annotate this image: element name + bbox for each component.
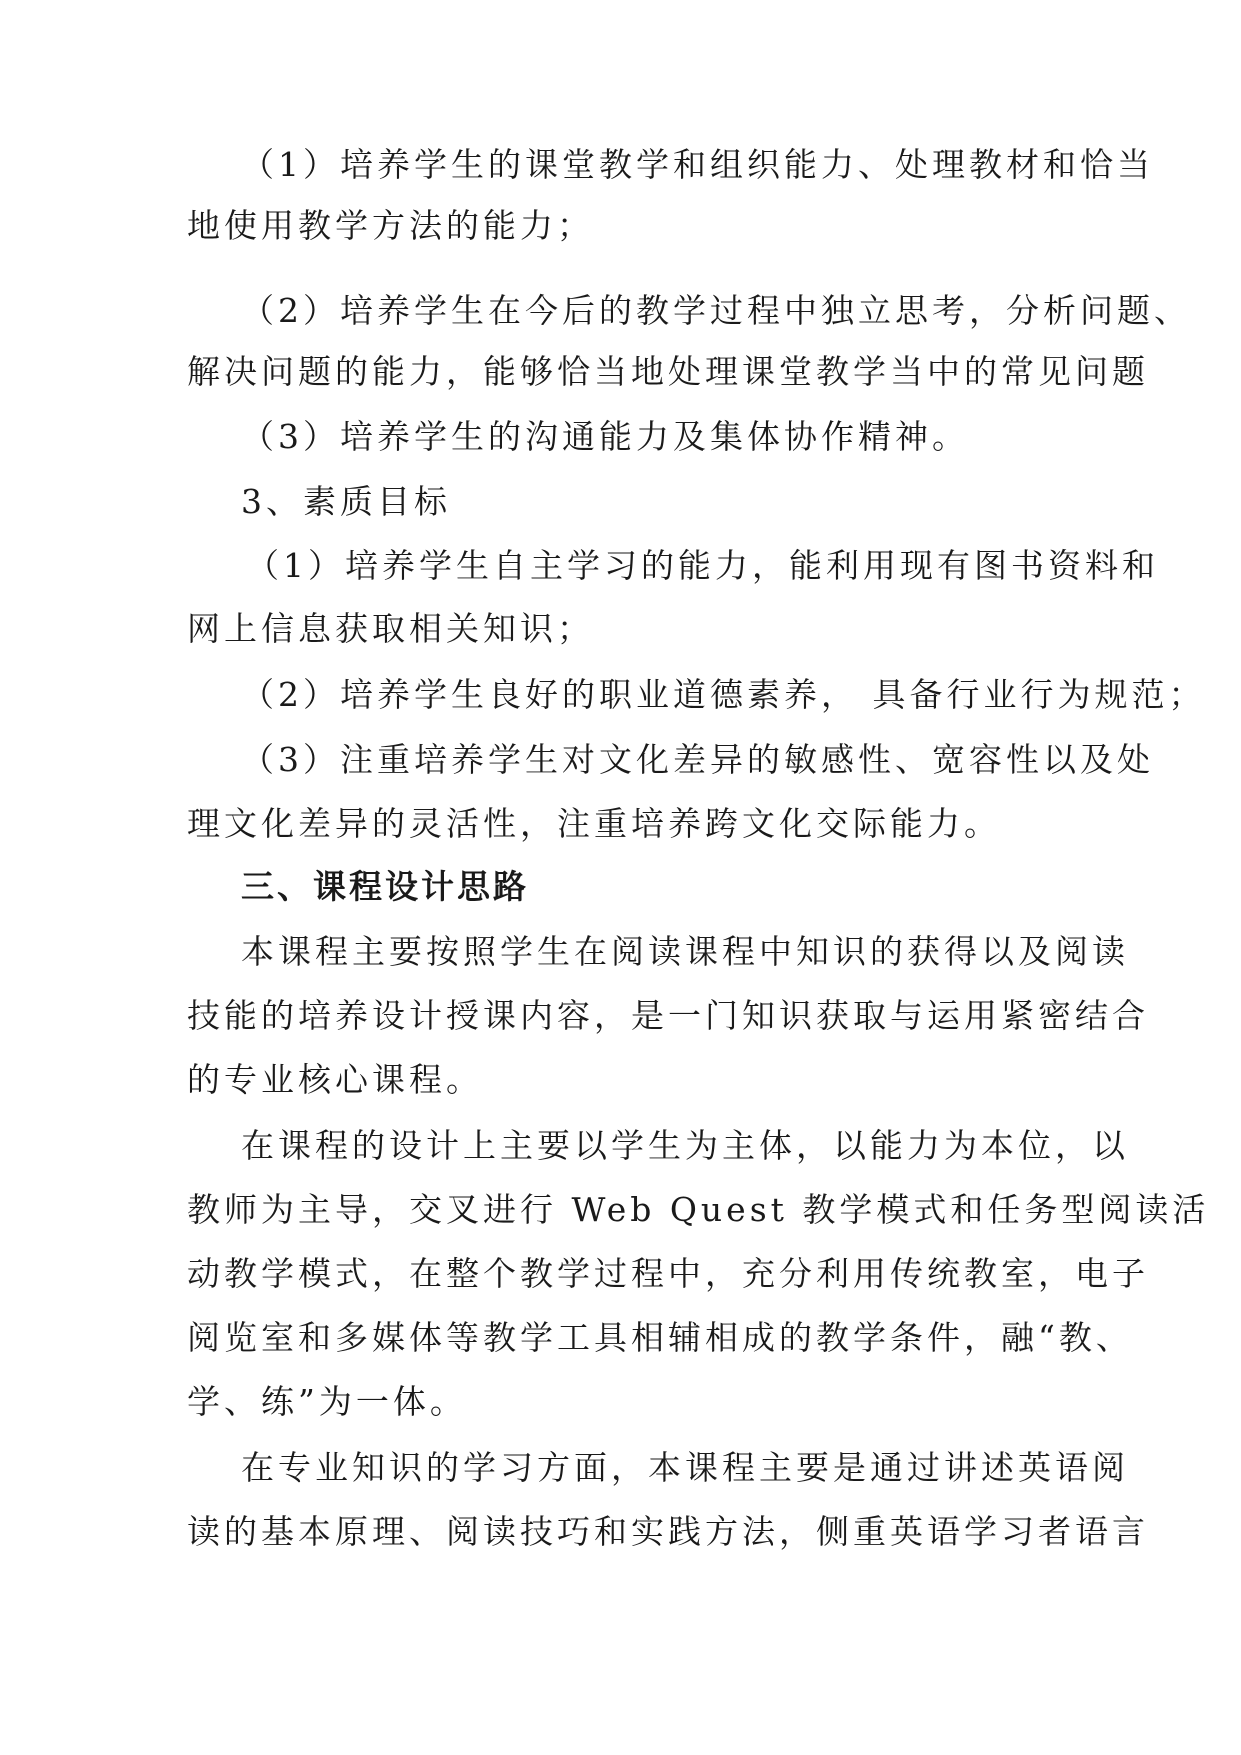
text-line: （2）培养学生良好的职业道德素养， 具备行业行为规范；	[241, 675, 1206, 714]
text-line: 学、练”为一体。	[187, 1382, 467, 1421]
text-line: 地使用教学方法的能力；	[187, 206, 594, 245]
text-line: 的专业核心课程。	[187, 1060, 483, 1099]
text-line: 动教学模式，在整个教学过程中，充分利用传统教室，电子	[187, 1254, 1149, 1293]
text-line: （3）培养学生的沟通能力及集体协作精神。	[241, 417, 969, 456]
text-line: 在专业知识的学习方面，本课程主要是通过讲述英语阅	[241, 1448, 1129, 1487]
text-line: 理文化差异的灵活性，注重培养跨文化交际能力。	[187, 804, 1001, 843]
section-heading: 三、课程设计思路	[241, 867, 529, 906]
section-subheading: 3、素质目标	[241, 482, 451, 521]
text-line: （1）培养学生的课堂教学和组织能力、处理教材和恰当	[241, 145, 1154, 184]
text-line: 本课程主要按照学生在阅读课程中知识的获得以及阅读	[241, 932, 1129, 971]
text-line: 网上信息获取相关知识；	[187, 609, 594, 648]
text-line: 阅览室和多媒体等教学工具相辅相成的教学条件，融“教、	[187, 1318, 1133, 1357]
text-line: （2）培养学生在今后的教学过程中独立思考，分析问题、	[241, 291, 1191, 330]
text-line: 教师为主导，交叉进行 Web Quest 教学模式和任务型阅读活	[187, 1190, 1210, 1229]
text-line: 解决问题的能力，能够恰当地处理课堂教学当中的常见问题	[187, 352, 1149, 391]
text-line: （1）培养学生自主学习的能力，能利用现有图书资料和	[246, 546, 1159, 585]
text-line: 在课程的设计上主要以学生为主体，以能力为本位，以	[241, 1126, 1129, 1165]
text-line: 读的基本原理、阅读技巧和实践方法，侧重英语学习者语言	[187, 1512, 1149, 1551]
text-line: （3）注重培养学生对文化差异的敏感性、宽容性以及处	[241, 740, 1154, 779]
text-line: 技能的培养设计授课内容，是一门知识获取与运用紧密结合	[187, 996, 1149, 1035]
